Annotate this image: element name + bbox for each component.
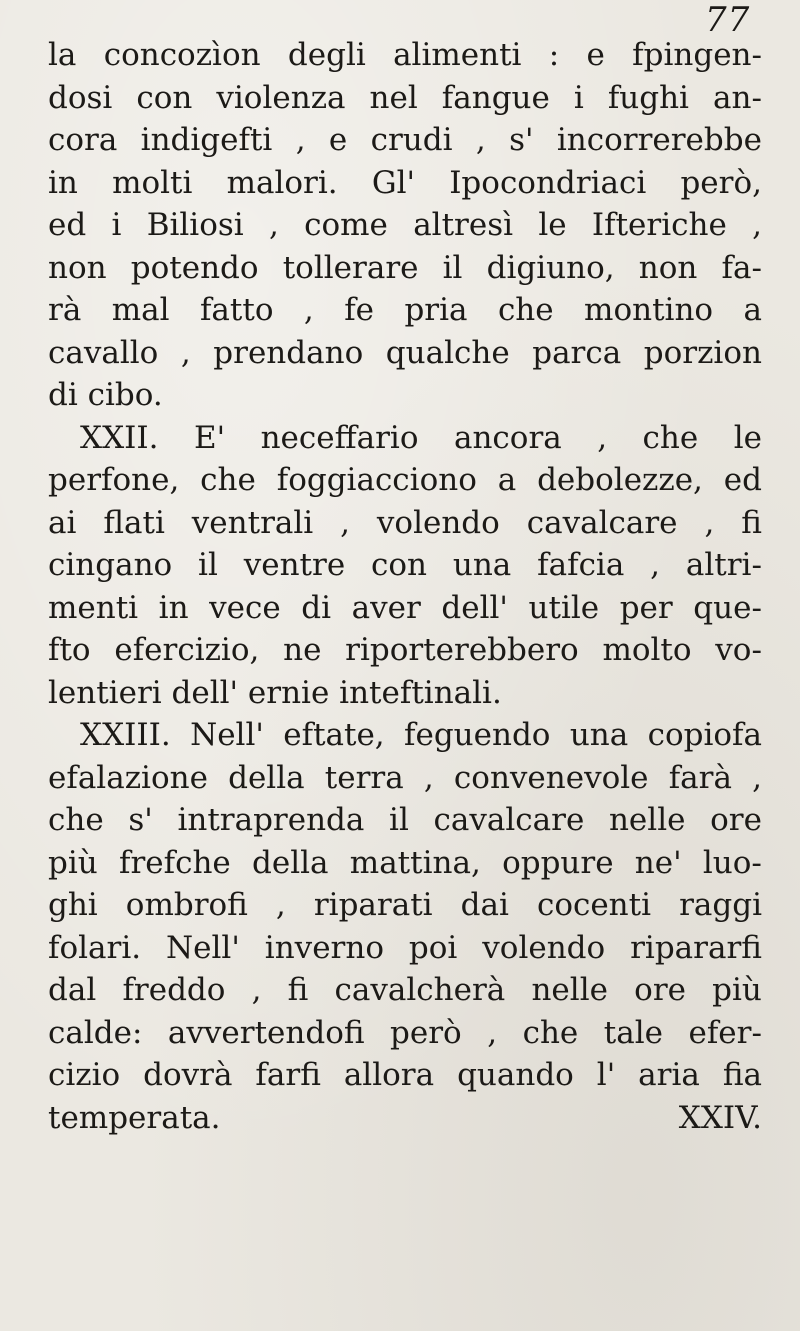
word: ventre: [243, 547, 346, 583]
word: efercizio,: [114, 632, 260, 668]
text-line: [48, 247, 762, 290]
word: il: [389, 802, 409, 838]
page-number: 77: [705, 0, 751, 40]
word: quando: [457, 1057, 574, 1093]
word: ombrofi: [125, 887, 248, 923]
word: più: [48, 844, 98, 881]
word: ed: [48, 207, 87, 243]
word: Ipocondriaci: [449, 164, 647, 201]
word: malori.: [226, 164, 338, 201]
word: come: [304, 207, 388, 243]
word: Ifteriche: [591, 207, 727, 243]
word: vece: [209, 589, 281, 626]
word: ,: [268, 207, 279, 243]
word: tale: [603, 1014, 663, 1051]
text-line: [48, 629, 762, 672]
word: s': [128, 802, 153, 838]
text-line: [48, 884, 762, 927]
text-line: [48, 332, 762, 375]
text-line: [48, 969, 762, 1012]
word: ,: [752, 207, 762, 243]
word: volendo: [376, 504, 500, 541]
word: copiofa: [647, 717, 762, 753]
word: montino: [584, 292, 714, 328]
word: avvertendofi: [167, 1014, 365, 1051]
last-line: [48, 1097, 762, 1140]
word: ai: [48, 504, 77, 541]
word: Gl': [371, 164, 416, 201]
word: crudi: [370, 122, 453, 158]
word: E': [193, 419, 226, 456]
word: ,: [251, 972, 262, 1008]
word: folari.: [48, 929, 142, 966]
word: fi: [287, 972, 309, 1008]
word: ,: [597, 419, 608, 456]
word: fa-: [721, 249, 762, 286]
word: in: [158, 589, 189, 626]
text-line: lentieri dell' ernie inteftinali.: [48, 674, 502, 711]
word: cavallo: [48, 334, 159, 371]
word: però: [390, 1014, 462, 1051]
word: dovrà: [143, 1057, 233, 1093]
word: an-: [713, 79, 762, 116]
text-line: [48, 927, 762, 970]
word: della: [228, 759, 305, 796]
word: farfi: [255, 1057, 321, 1093]
word: l': [596, 1057, 616, 1093]
word: XXIII.: [80, 717, 171, 753]
word: la: [48, 37, 77, 73]
word: digiuno,: [486, 249, 615, 286]
word: cavalcare: [526, 504, 678, 541]
word: i: [111, 207, 122, 243]
word: convenevole: [453, 759, 649, 796]
word: perfone,: [48, 462, 180, 498]
text-line: [48, 77, 762, 120]
word: riporterebbero: [345, 632, 579, 668]
word: ,: [650, 547, 661, 583]
word: le: [733, 419, 762, 456]
word: tollerare: [282, 249, 419, 286]
word: ,: [295, 122, 306, 158]
word: porzion: [643, 334, 762, 371]
word: che: [497, 292, 554, 328]
word: allora: [343, 1057, 435, 1093]
word: dal: [48, 972, 97, 1008]
word: feguendo: [404, 717, 551, 753]
word: ne: [283, 632, 322, 668]
word: ,: [275, 887, 286, 923]
word: efalazione: [48, 759, 208, 796]
word: que-: [693, 589, 762, 626]
word: non: [638, 249, 698, 286]
word: non: [48, 249, 107, 286]
word: che: [642, 419, 699, 456]
word: ripararfi: [630, 929, 762, 966]
text-line: [48, 799, 762, 842]
body-text: [48, 34, 762, 1139]
word: luo-: [702, 844, 762, 881]
word: poi: [408, 929, 458, 966]
last-line-text: temperata.: [48, 1099, 221, 1136]
word: fia: [722, 1057, 762, 1093]
word: fpingen-: [632, 37, 762, 73]
word: nelle: [531, 972, 608, 1008]
word: fughi: [607, 79, 689, 116]
text-line: [48, 502, 762, 545]
word: ne': [634, 844, 682, 881]
word: mattina,: [349, 844, 481, 881]
word: oppure: [502, 844, 614, 881]
word: cora: [48, 122, 118, 158]
word: Biliosi: [146, 207, 244, 243]
word: XXII.: [80, 419, 159, 456]
word: eftate,: [283, 717, 385, 753]
word: raggi: [679, 887, 762, 923]
word: ,: [180, 334, 191, 371]
word: menti: [48, 589, 139, 626]
word: incorrerebbe: [556, 122, 762, 158]
word: nel: [369, 79, 418, 116]
word: una: [452, 547, 512, 583]
word: intraprenda: [177, 802, 365, 838]
word: alimenti: [393, 37, 522, 73]
text-line: [48, 842, 762, 885]
text-line: [48, 1054, 762, 1097]
text-line: [48, 119, 762, 162]
word: cavalcherà: [334, 972, 506, 1008]
word: il: [442, 249, 463, 286]
word: freddo: [122, 972, 226, 1008]
word: violenza: [216, 79, 346, 116]
text-line: [48, 459, 762, 502]
text-line: di cibo.: [48, 377, 163, 413]
word: efer-: [688, 1014, 762, 1051]
word: per: [619, 589, 673, 626]
word: neceffario: [260, 419, 419, 456]
word: flati: [103, 504, 165, 541]
word: debolezze,: [537, 462, 703, 498]
text-line: [48, 289, 762, 332]
word: ventrali: [191, 504, 314, 541]
word: però,: [680, 164, 762, 201]
word: qualche: [385, 334, 510, 371]
word: cizio: [48, 1057, 121, 1093]
word: calde:: [48, 1014, 143, 1051]
word: fto: [48, 632, 91, 668]
word: concozìon: [103, 37, 261, 73]
word: dai: [460, 887, 509, 923]
word: indigefti: [140, 122, 273, 158]
text-line: [48, 587, 762, 630]
word: fafcia: [537, 547, 625, 583]
word: dosi: [48, 79, 113, 116]
word: ,: [704, 504, 715, 541]
word: riparati: [313, 887, 433, 923]
word: ore: [634, 972, 686, 1008]
word: nelle: [608, 802, 686, 838]
word: le: [538, 207, 567, 243]
word: potendo: [130, 249, 259, 286]
word: aria: [638, 1057, 700, 1093]
word: ore: [710, 802, 762, 838]
word: terra: [324, 759, 404, 796]
text-line: [48, 34, 762, 77]
word: inverno: [264, 929, 384, 966]
word: i: [573, 79, 584, 116]
word: e: [328, 122, 348, 158]
word: cingano: [48, 547, 173, 583]
word: cocenti: [536, 887, 652, 923]
text-line: [48, 757, 762, 800]
text-line: [48, 162, 762, 205]
word: farà: [668, 759, 732, 796]
word: Nell': [190, 717, 264, 753]
word: parca: [532, 334, 622, 371]
word: altri-: [685, 547, 762, 583]
word: pria: [404, 292, 468, 328]
section-heading-line: [48, 714, 762, 757]
word: ,: [475, 122, 486, 158]
word: di: [301, 589, 332, 626]
word: fatto: [199, 292, 274, 328]
word: ed: [723, 462, 762, 498]
catchword: XXIV.: [678, 1099, 762, 1136]
word: altresì: [413, 207, 514, 243]
word: a: [743, 292, 762, 328]
word: rà: [48, 292, 82, 328]
word: fe: [344, 292, 375, 328]
word: cavalcare: [433, 802, 585, 838]
word: mal: [111, 292, 170, 328]
word: ,: [487, 1014, 498, 1051]
word: prendano: [213, 334, 364, 371]
word: ghi: [48, 887, 98, 923]
word: volendo: [482, 929, 606, 966]
word: che: [48, 802, 104, 838]
word: il: [198, 547, 218, 583]
word: più: [712, 972, 762, 1008]
word: ,: [303, 292, 314, 328]
word: ,: [752, 759, 762, 796]
word: ancora: [453, 419, 562, 456]
word: che: [522, 1014, 579, 1051]
word: foggiacciono: [276, 462, 477, 498]
word: con: [371, 547, 428, 583]
word: con: [136, 79, 193, 116]
word: ,: [340, 504, 350, 541]
word: Nell': [166, 929, 240, 966]
word: dell': [441, 589, 508, 626]
word: degli: [287, 37, 366, 73]
word: fangue: [441, 79, 550, 116]
word: molti: [112, 164, 193, 201]
word: della: [252, 844, 329, 881]
word: che: [200, 462, 256, 498]
word: una: [569, 717, 629, 753]
text-line: [48, 1012, 762, 1055]
word: a: [497, 462, 517, 498]
word: molto: [602, 632, 692, 668]
word: utile: [528, 589, 600, 626]
word: aver: [351, 589, 421, 626]
text-line: [48, 204, 762, 247]
word: vo-: [715, 632, 762, 668]
word: :: [548, 37, 560, 73]
word: frefche: [118, 844, 231, 881]
word: in: [48, 164, 78, 201]
word: e: [586, 37, 605, 73]
text-line: [48, 544, 762, 587]
word: s': [509, 122, 534, 158]
word: fi: [741, 504, 762, 541]
word: ,: [423, 759, 434, 796]
section-heading-line: [48, 417, 762, 460]
